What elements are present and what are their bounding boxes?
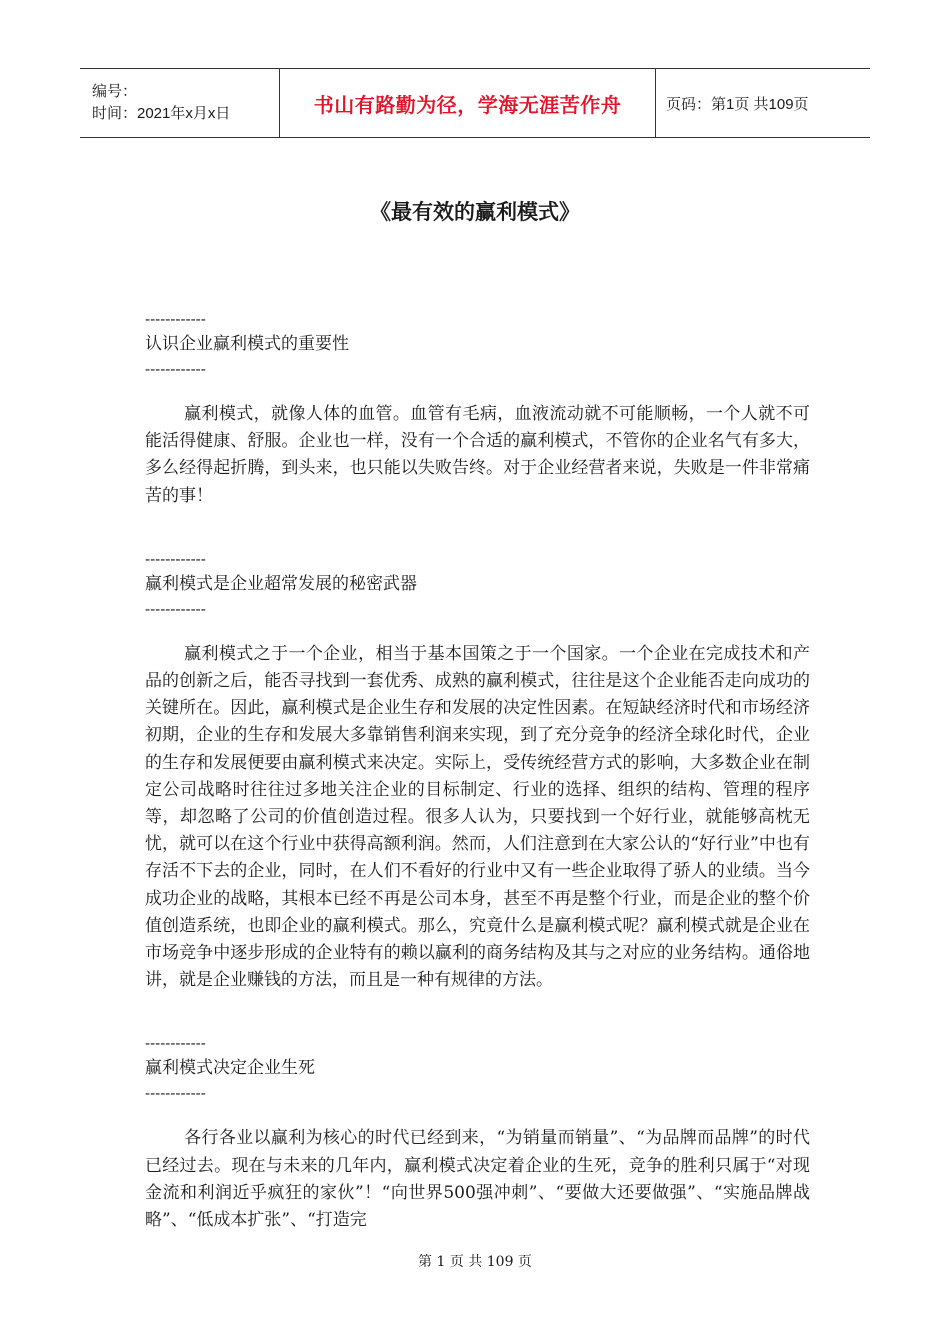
section-paragraph: 赢利模式，就像人体的血管。血管有毛病，血液流动就不可能顺畅，一个人就不可能活得健康、舒服。企业也一样，没有一个合适的赢利模式，不管你的企业名气有多大，多么经得起折腾，到头来，也只能以失败告终。对于企业经营者来说，失败是一件非常痛苦的事！ xyxy=(145,404,810,506)
section-heading: 认识企业赢利模式的重要性 xyxy=(145,334,349,354)
separator-line: ------------ xyxy=(145,599,206,618)
section-heading: 赢利模式决定企业生死 xyxy=(145,1058,315,1079)
motto-text: 书山有路勤为径，学海无涯苦作舟 xyxy=(313,92,622,117)
header-table xyxy=(80,68,870,138)
document-body xyxy=(145,310,810,1274)
header-motto-cell xyxy=(280,69,656,137)
header-meta-cell xyxy=(80,69,280,137)
section-3 xyxy=(145,1034,810,1234)
separator-line: ------------ xyxy=(145,1084,206,1103)
separator-line: ------------ xyxy=(145,310,206,328)
section-1 xyxy=(145,310,810,510)
page-info: 页码：第1页 共109页 xyxy=(666,95,809,113)
separator-line: ------------ xyxy=(145,360,206,378)
separator-line: ------------ xyxy=(145,1034,206,1053)
section-paragraph: 各行各业以赢利为核心的时代已经到来，“为销量而销量”、“为品牌而品牌”的时代已经过去。现在与未来的几年内，赢利模式决定着企业的生死，竞争的胜利只属于“对现金流和利润近乎疯狂的家伙”！“向世界500强冲刺”、“要做大还要做强”、“实施品牌战略”、“低成本扩张”、“打造完 xyxy=(145,1128,810,1231)
section-heading: 赢利模式是企业超常发展的秘密武器 xyxy=(145,573,417,594)
time-label: 时间：2021年x月x日 xyxy=(92,105,231,122)
number-label: 编号： xyxy=(92,83,138,100)
header-page-cell xyxy=(656,69,870,137)
document-title: 《最有效的赢利模式》 xyxy=(370,200,580,224)
section-2 xyxy=(145,550,810,995)
page-footer: 第 1 页 共 109 页 xyxy=(418,1254,532,1270)
separator-line: ------------ xyxy=(145,549,206,568)
section-paragraph: 赢利模式之于一个企业，相当于基本国策之于一个国家。一个企业在完成技术和产品的创新之后，能否寻找到一套优秀、成熟的赢利模式，往往是这个企业能否走向成功的关键所在。因此，赢利模式是企业生存和发展的决定性因素。在短缺经济时代和市场经济初期，企业的生存和发展大多靠销售利润来实现，到了充分竞争的经济全球化时代，企业的生存和发展便要由赢利模式来决定。实际上，受传统经营方式的影响，大多数企业在制定公司战略时往往过多地关注企业的目标制定、行业的选择、组织的结构、管理的程序等，却忽略了公司的价值创造过程。很多人认为，只要找到一个好行业，就能够高枕无忧，就可以在这个行业中获得高额利润。然而，人们注意到在大家公认的“好行业”中也有存活不下去的企业，同时，在人们不看好的行业中又有一些企业取得了骄人的业绩。当今成功企业的战略，其根本已经不再是公司本身，甚至不再是整个行业，而是企业的整个价值创造系统，也即企业的赢利模式。那么，究竟什么是赢利模式呢？赢利模式就是企业在市场竞争中逐步形成的企业特有的赖以赢利的商务结构及其与之对应的业务结构。通俗地讲，就是企业赚钱的方法，而且是一种有规律的方法。 xyxy=(145,643,810,991)
